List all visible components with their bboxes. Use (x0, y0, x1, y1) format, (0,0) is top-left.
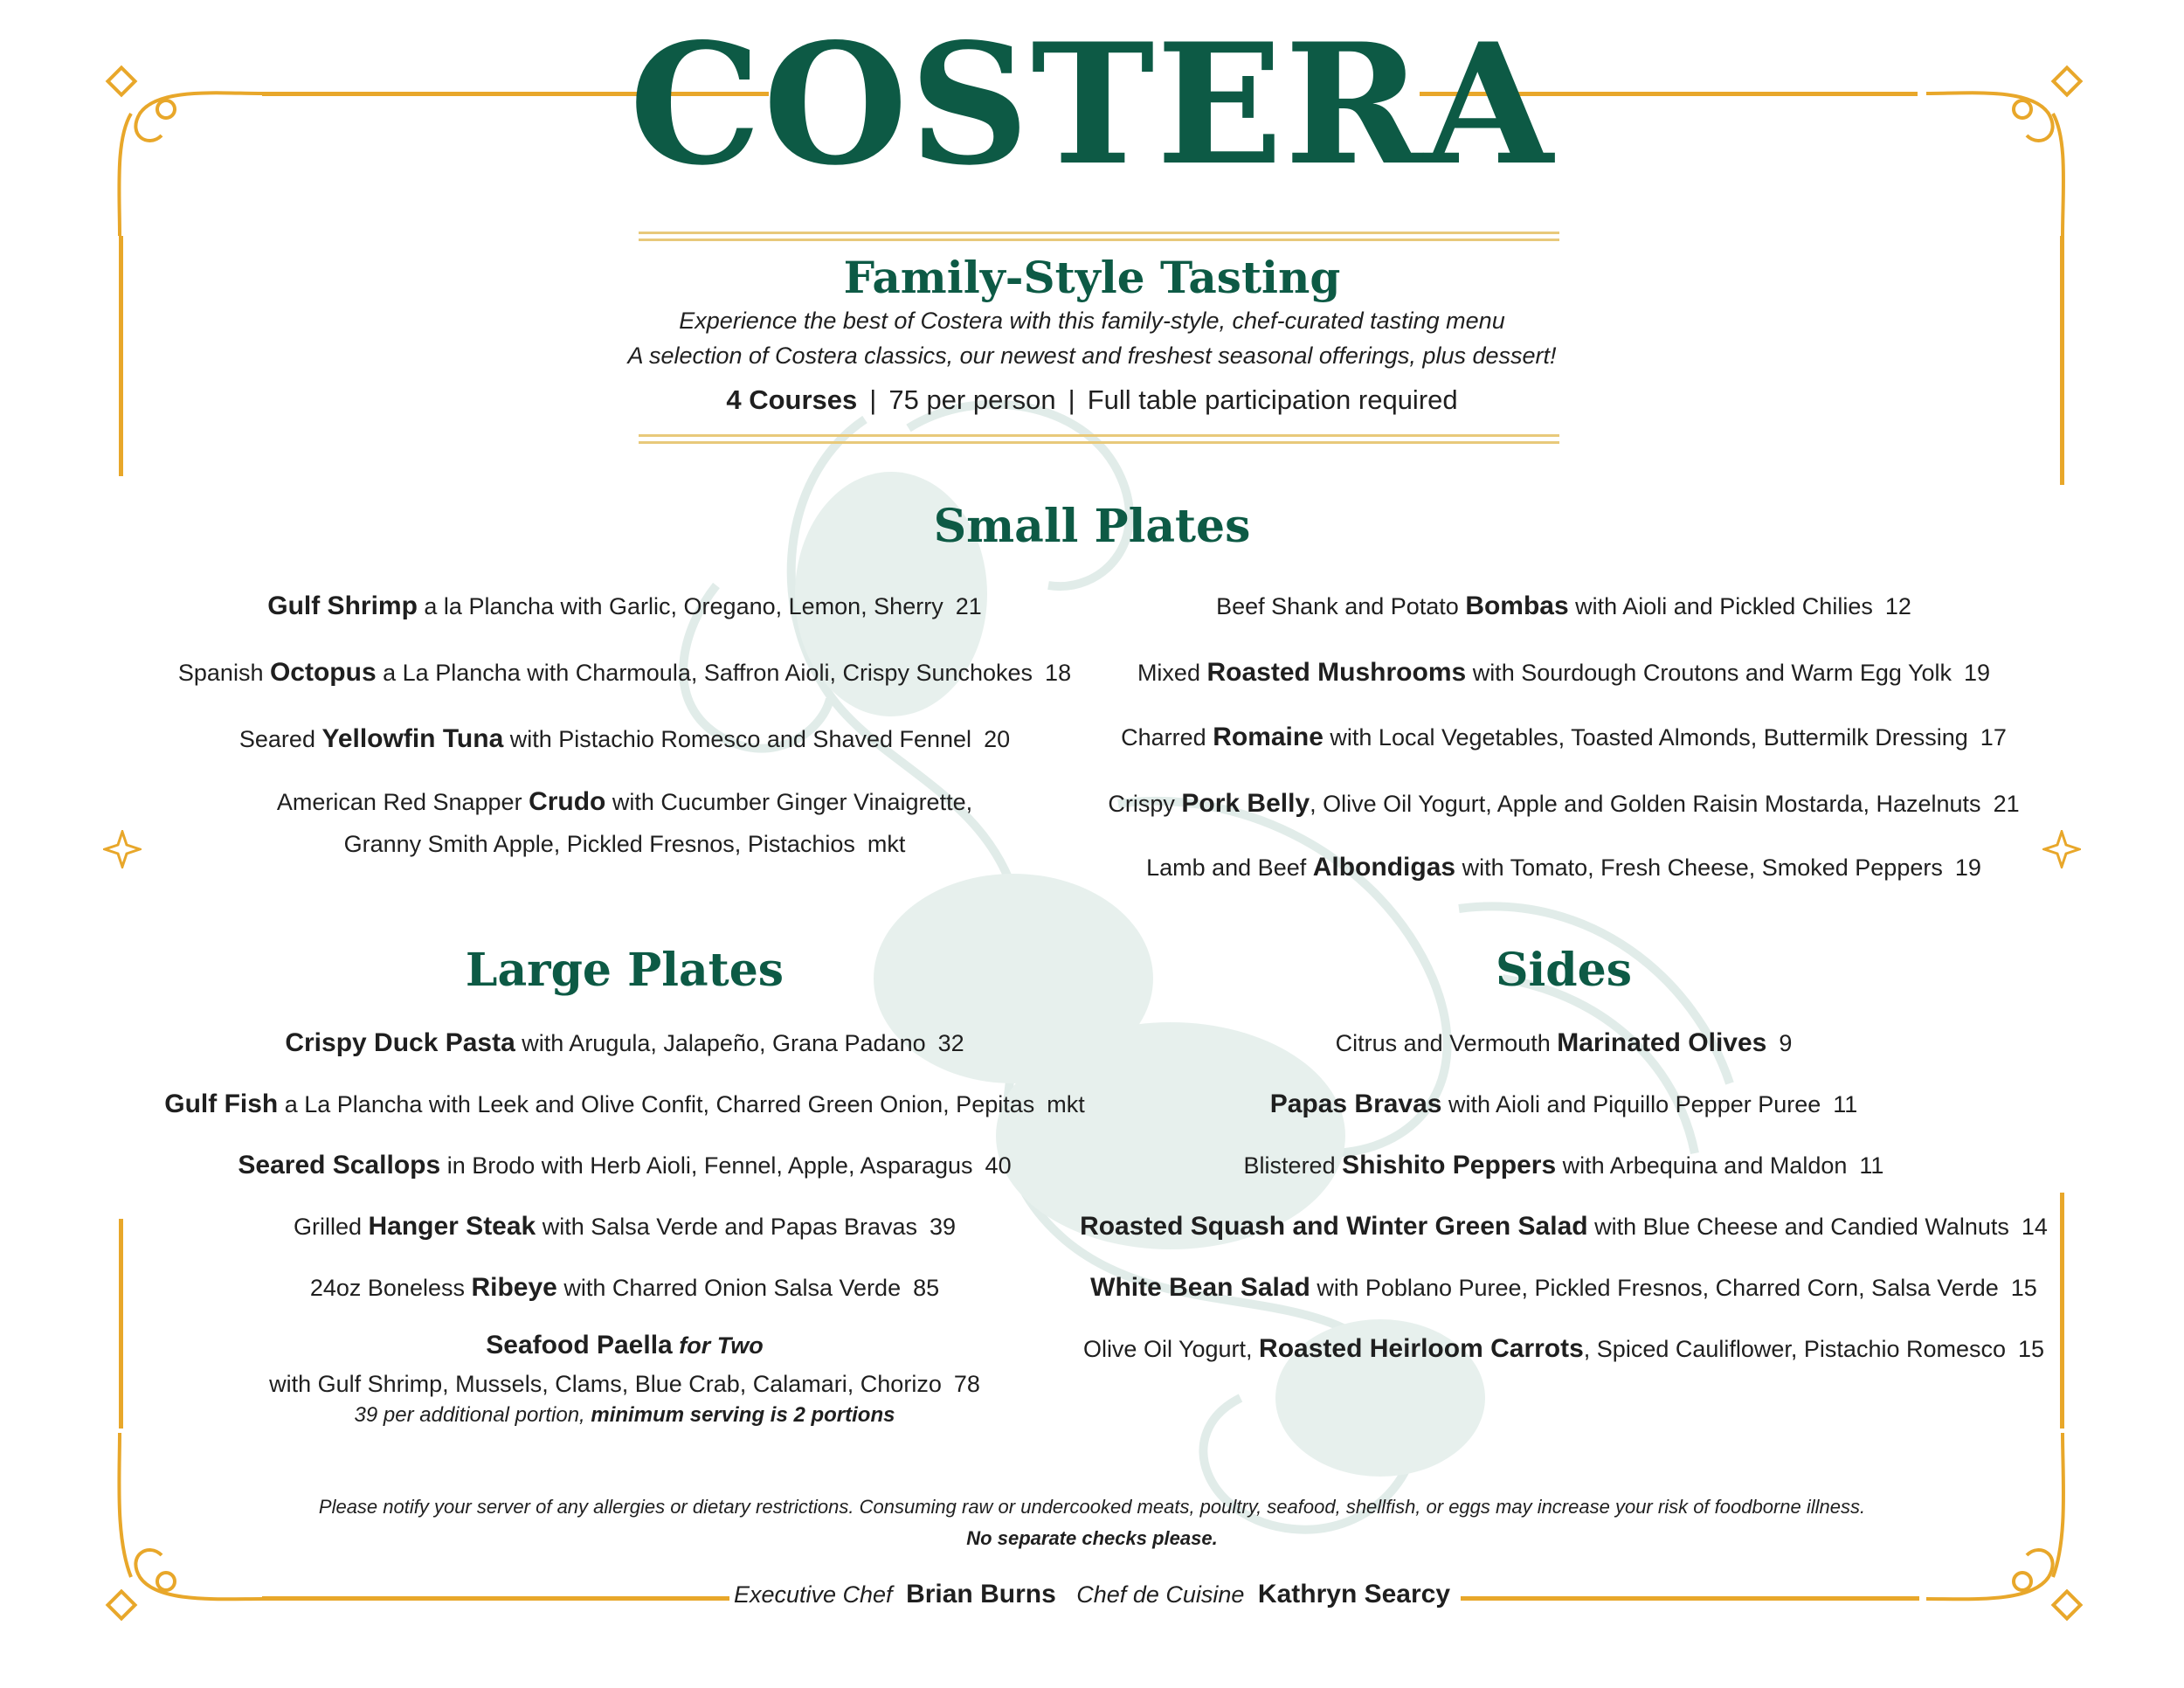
tasting-title: Family-Style Tasting (843, 252, 1341, 303)
item-price: 21 (1993, 791, 2020, 817)
item-name: Hanger Steak (368, 1212, 536, 1241)
menu-item: American Red Snapper Crudo with Cucumber Ginger Vinaigrette, (276, 787, 973, 816)
tasting-rule-top-2 (639, 239, 1559, 241)
item-price: 21 (955, 593, 982, 619)
menu-item: Crispy Duck Pasta with Arugula, Jalapeño, Grana Padano 32 (285, 1028, 964, 1057)
menu-item: Citrus and Vermouth Marinated Olives 9 (1335, 1028, 1793, 1057)
menu-item: Seared Scallops in Brodo with Herb Aioli, Fennel, Apple, Asparagus 40 (238, 1151, 1012, 1180)
allergy-notice: Please notify your server of any allergies or dietary restrictions. Consuming raw or undercooked meats, poultry, seafood, shellfish, or eggs may increase your risk of foodborne illness. (318, 1496, 1866, 1518)
chef-de-cuisine-name: Kathryn Searcy (1257, 1580, 1451, 1608)
item-name: Roasted Squash and Winter Green Salad (1080, 1212, 1588, 1241)
menu-item-continued: Granny Smith Apple, Pickled Fresnos, Pistachios mkt (343, 831, 906, 857)
item-price: 14 (2021, 1214, 2048, 1240)
tasting-tagline-1: Experience the best of Costera with this family-style, chef-curated tasting menu (679, 308, 1505, 334)
item-name: Crudo (529, 787, 606, 816)
divider: | (1068, 384, 1075, 415)
item-name: Gulf Shrimp (267, 591, 418, 620)
tasting-rule-bottom-2 (639, 441, 1559, 444)
item-name: Ribeye (471, 1273, 557, 1302)
item-name: Romaine (1213, 723, 1324, 751)
menu-item: White Bean Salad with Poblano Puree, Pickled Fresnos, Charred Corn, Salsa Verde 15 (1090, 1273, 2037, 1302)
large-plates-title: Large Plates (465, 944, 784, 997)
item-name: Yellowfin Tuna (321, 724, 504, 753)
item-name: Marinated Olives (1557, 1028, 1767, 1057)
paella-title: Seafood Paella for Two (486, 1331, 764, 1359)
tasting-tagline-2: A selection of Costera classics, our newest and freshest seasonal offerings, plus dessert! (627, 342, 1557, 369)
paella-note: 39 per additional portion, minimum serving is 2 portions (354, 1403, 895, 1427)
item-name: Pork Belly (1181, 789, 1310, 818)
checks-notice: No separate checks please. (966, 1527, 1218, 1549)
divider: | (869, 384, 877, 415)
menu-item: Gulf Fish a La Plancha with Leek and Olive Confit, Charred Green Onion, Pepitas mkt (164, 1090, 1085, 1118)
menu-item: Gulf Shrimp a la Plancha with Garlic, Oregano, Lemon, Sherry 21 (267, 591, 982, 620)
item-price: 17 (1980, 724, 2007, 751)
item-name: White Bean Salad (1090, 1273, 1310, 1302)
item-price: 85 (913, 1275, 940, 1301)
menu-item: Blistered Shishito Peppers with Arbequina and Maldon 11 (1243, 1151, 1884, 1180)
menu-item: Lamb and Beef Albondigas with Tomato, Fresh Cheese, Smoked Peppers 19 (1146, 853, 1981, 882)
tasting-price: 75 per person (888, 384, 1056, 415)
item-name: Albondigas (1312, 853, 1456, 882)
item-price: 39 (930, 1214, 957, 1240)
item-price: 78 (953, 1371, 980, 1397)
tasting-rule-top-1 (639, 232, 1559, 234)
small-plates-title: Small Plates (933, 500, 1251, 553)
left-star-ornament (103, 830, 142, 868)
tasting-rule-bottom-1 (639, 434, 1559, 437)
menu-item: Olive Oil Yogurt, Roasted Heirloom Carrots, Spiced Cauliflower, Pistachio Romesco 15 (1082, 1334, 2045, 1363)
chef-de-cuisine-label: Chef de Cuisine (1076, 1581, 1245, 1608)
menu-item: Beef Shank and Potato Bombas with Aioli and Pickled Chilies 12 (1216, 591, 1911, 620)
item-name: Roasted Mushrooms (1206, 658, 1467, 687)
item-name: Bombas (1465, 591, 1569, 620)
item-price: 12 (1884, 593, 1911, 619)
menu-item: Roasted Squash and Winter Green Salad with Blue Cheese and Candied Walnuts 14 (1080, 1212, 2048, 1241)
item-price: 19 (1964, 660, 1991, 686)
paella-description: with Gulf Shrimp, Mussels, Clams, Blue Crab, Calamari, Chorizo 78 (269, 1371, 980, 1397)
costera-logo: COSTERA (629, 7, 1555, 202)
item-price: mkt (1047, 1091, 1085, 1117)
item-price: 15 (2018, 1336, 2045, 1362)
menu-item: Crispy Pork Belly, Olive Oil Yogurt, Apple and Golden Raisin Mostarda, Hazelnuts 21 (1108, 789, 2020, 818)
exec-chef-label: Executive Chef (733, 1581, 893, 1608)
item-price: 40 (985, 1152, 1012, 1179)
menu-item: Mixed Roasted Mushrooms with Sourdough Croutons and Warm Egg Yolk 19 (1137, 658, 1991, 687)
item-name: Gulf Fish (164, 1090, 279, 1118)
item-name: Papas Bravas (1269, 1090, 1442, 1118)
item-name: Octopus (269, 658, 377, 687)
item-name: Shishito Peppers (1342, 1151, 1557, 1180)
tasting-courses: 4 Courses (726, 384, 858, 415)
menu-item: Seared Yellowfin Tuna with Pistachio Romesco and Shaved Fennel 20 (238, 724, 1011, 753)
item-price: 20 (984, 726, 1011, 752)
menu-item: Grilled Hanger Steak with Salsa Verde and Papas Bravas 39 (293, 1212, 957, 1241)
menu-item: Charred Romaine with Local Vegetables, Toasted Almonds, Buttermilk Dressing 17 (1121, 723, 2007, 751)
item-price: 19 (1954, 854, 1981, 881)
exec-chef-name: Brian Burns (906, 1580, 1056, 1608)
item-price: mkt (867, 831, 906, 857)
item-price: 11 (1859, 1152, 1884, 1179)
item-price: 18 (1045, 660, 1072, 686)
frame-left-lower-line (119, 1219, 123, 1429)
item-name: Crispy Duck Pasta (285, 1028, 515, 1057)
item-name: Seared Scallops (238, 1151, 441, 1180)
item-name: Roasted Heirloom Carrots (1259, 1334, 1584, 1363)
chef-credits (0, 1580, 2184, 1609)
item-price: 15 (2010, 1275, 2037, 1301)
item-price: 11 (1833, 1091, 1858, 1117)
tasting-requirement: Full table participation required (1087, 384, 1458, 415)
item-name: Seafood Paella (486, 1331, 673, 1359)
item-price: 32 (937, 1030, 964, 1056)
menu-item: Spanish Octopus a La Plancha with Charmoula, Saffron Aioli, Crispy Sunchokes 18 (177, 658, 1072, 687)
menu-item: 24oz Boneless Ribeye with Charred Onion Salsa Verde 85 (309, 1273, 940, 1302)
tasting-details (0, 384, 2184, 416)
menu-item: Papas Bravas with Aioli and Piquillo Pepper Puree 11 (1269, 1090, 1858, 1118)
sides-title: Sides (1495, 944, 1633, 997)
item-price: 9 (1779, 1030, 1793, 1056)
